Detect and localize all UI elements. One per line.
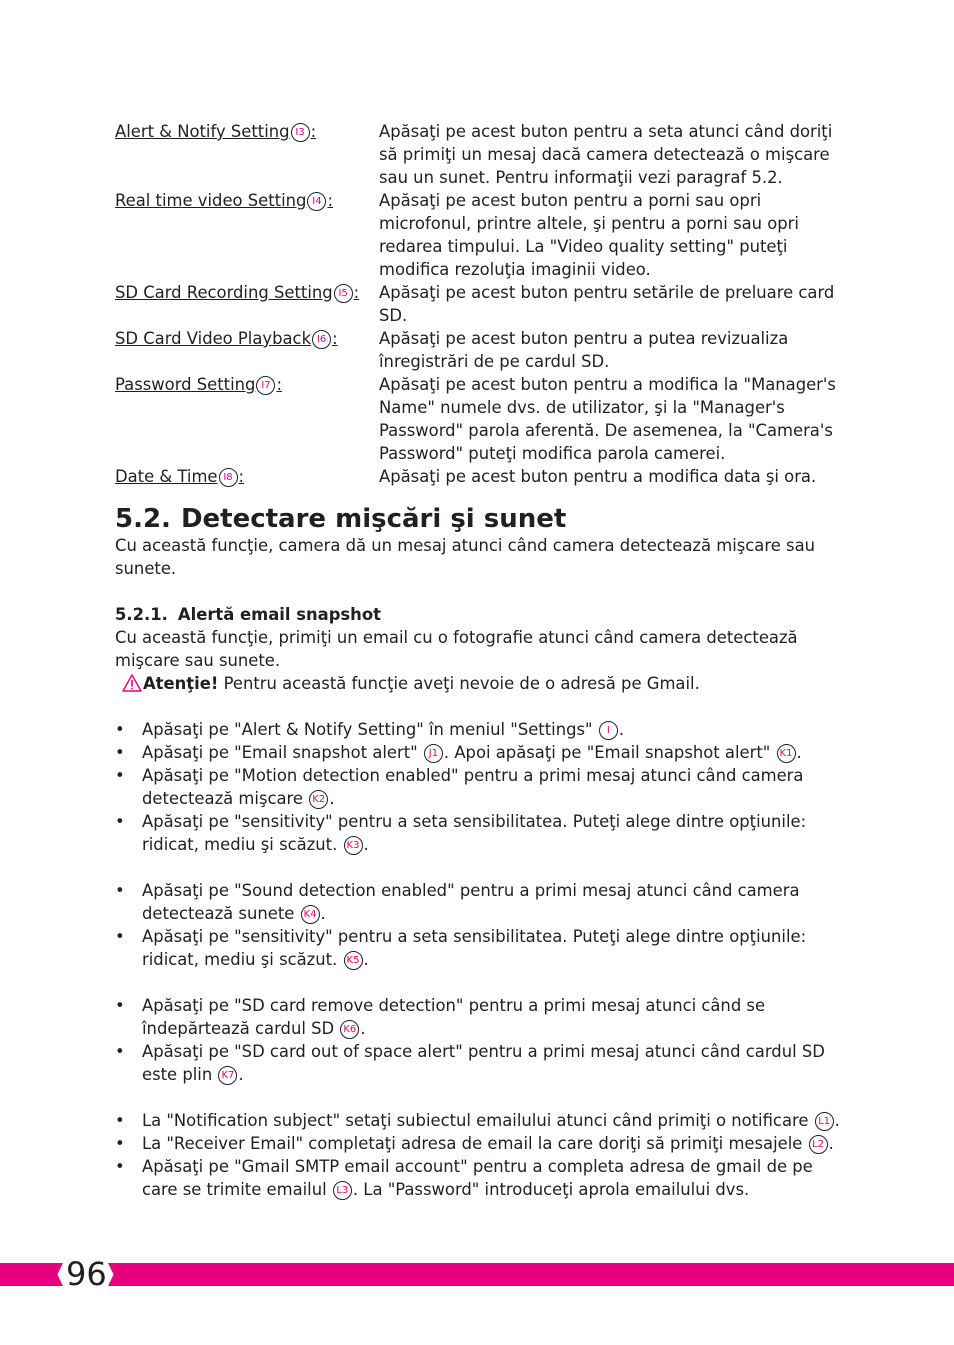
callout-badge: K2 bbox=[309, 790, 328, 809]
definition-row bbox=[115, 465, 840, 488]
list-item bbox=[115, 741, 840, 764]
list-item bbox=[115, 879, 840, 925]
section-intro: Cu această funcţie, camera dă un mesaj atunci când camera detectează mişcare sau sunete. bbox=[115, 536, 815, 578]
callout-badge: L2 bbox=[809, 1135, 828, 1154]
separator: : bbox=[332, 329, 338, 348]
page-content bbox=[115, 120, 840, 1201]
item-text: Apăsaţi pe "Alert & Notify Setting" în meniul "Settings" bbox=[142, 720, 598, 739]
definition-term bbox=[115, 189, 379, 281]
setting-label: Alert & Notify Setting bbox=[115, 122, 290, 141]
item-text: Apăsaţi pe "sensitivity" pentru a seta sensibilitatea. Puteţi alege dintre opţiunile: ridicat, mediu şi scăzut. bbox=[142, 812, 807, 854]
list-item bbox=[115, 1132, 840, 1155]
callout-badge: K3 bbox=[344, 836, 363, 855]
definition-row bbox=[115, 189, 840, 281]
callout-badge: I6 bbox=[312, 330, 331, 349]
callout-badge: J1 bbox=[424, 744, 443, 763]
list-item bbox=[115, 764, 840, 810]
section-title: Detectare mişcări şi sunet bbox=[180, 504, 567, 534]
item-text: . bbox=[618, 720, 625, 739]
definition-description: Apăsaţi pe acest buton pentru a porni sau opri microfonul, printre altele, şi pentru a porni sau opri redarea timpului. La "Video quality setting" puteţi modifica rezoluţia imaginii video. bbox=[379, 191, 799, 279]
separator: : bbox=[327, 191, 333, 210]
list-item bbox=[115, 994, 840, 1040]
setting-label: Real time video Setting bbox=[115, 191, 307, 210]
instruction-list bbox=[115, 718, 840, 856]
callout-badge: K6 bbox=[340, 1020, 359, 1039]
item-text: . bbox=[363, 950, 369, 969]
item-text: Apăsaţi pe "Sound detection enabled" pentru a primi mesaj atunci când camera detectează sunete bbox=[142, 881, 800, 923]
callout-badge: I bbox=[599, 721, 618, 740]
setting-label: Password Setting bbox=[115, 375, 256, 394]
footer-bracket-right bbox=[108, 1263, 116, 1286]
definition-description: Apăsaţi pe acest buton pentru a seta atunci când doriţi să primiţi un mesaj dacă camera detectează o mişcare sau un sunet. Pentru informaţii vezi paragraf 5.2. bbox=[379, 122, 833, 187]
callout-badge: K4 bbox=[301, 905, 320, 924]
callout-badge: L1 bbox=[815, 1112, 834, 1131]
callout-badge: I7 bbox=[256, 376, 275, 395]
separator: : bbox=[310, 122, 317, 141]
item-text: La "Notification subject" setaţi subiectul emailului atunci când primiţi o notificare bbox=[142, 1111, 814, 1130]
definition-description: Apăsaţi pe acest buton pentru a modifica data şi ora. bbox=[379, 467, 817, 486]
callout-badge: I8 bbox=[219, 468, 238, 487]
page-number: 96 bbox=[66, 1255, 107, 1293]
item-text: . La "Password" introduceţi aprola emailului dvs. bbox=[352, 1180, 750, 1199]
item-text: . bbox=[329, 789, 335, 808]
definition-row bbox=[115, 373, 840, 465]
callout-badge: I3 bbox=[291, 123, 310, 142]
footer-bar-left bbox=[0, 1263, 55, 1286]
footer-bar-right bbox=[116, 1263, 954, 1286]
item-text: Apăsaţi pe "Motion detection enabled" pentru a primi mesaj atunci când camera detectează mişcare bbox=[142, 766, 804, 808]
definition-term bbox=[115, 120, 379, 189]
item-text: . bbox=[320, 904, 326, 923]
item-text: La "Receiver Email" completaţi adresa de email la care doriţi să primiţi mesajele bbox=[142, 1134, 808, 1153]
warning-text: Pentru această funcţie aveţi nevoie de o adresă pe Gmail. bbox=[218, 674, 700, 693]
definition-row bbox=[115, 120, 840, 189]
item-text: Apăsaţi pe "SD card out of space alert" pentru a primi mesaj atunci când cardul SD este plin bbox=[142, 1042, 825, 1084]
item-text: Apăsaţi pe "SD card remove detection" pentru a primi mesaj atunci când se îndepărtează cardul SD bbox=[142, 996, 766, 1038]
item-text: . bbox=[834, 1111, 840, 1130]
warning-note bbox=[117, 672, 840, 695]
separator: : bbox=[238, 467, 245, 486]
callout-badge: K5 bbox=[344, 951, 363, 970]
definition-term bbox=[115, 327, 379, 373]
item-text: Apăsaţi pe "Email snapshot alert" bbox=[142, 743, 423, 762]
item-text: . bbox=[828, 1134, 834, 1153]
item-text: Apăsaţi pe "Gmail SMTP email account" pentru a completa adresa de gmail de pe care se trimite emailul bbox=[142, 1157, 813, 1199]
item-text: Apăsaţi pe "sensitivity" pentru a seta sensibilitatea. Puteţi alege dintre opţiunile: ridicat, mediu şi scăzut. bbox=[142, 927, 807, 969]
setting-label: SD Card Video Playback bbox=[115, 329, 312, 348]
subsection-title: Alertă email snapshot bbox=[177, 605, 381, 624]
item-text: . bbox=[363, 835, 369, 854]
list-item bbox=[115, 718, 840, 741]
warning-icon bbox=[122, 674, 142, 692]
instruction-list bbox=[115, 994, 840, 1086]
subsection-number: 5.2.1. bbox=[115, 605, 168, 624]
setting-label: SD Card Recording Setting bbox=[115, 283, 333, 302]
definition-term bbox=[115, 373, 379, 465]
definition-term bbox=[115, 281, 379, 327]
item-text: . bbox=[796, 743, 802, 762]
definition-description: Apăsaţi pe acest buton pentru a putea revizualiza înregistrări de pe cardul SD. bbox=[379, 329, 789, 371]
subsection-intro: Cu această funcţie, primiţi un email cu o fotografie atunci când camera detectează mişcare sau sunete. bbox=[115, 628, 798, 670]
section-number: 5.2. bbox=[115, 504, 171, 534]
list-item bbox=[115, 1040, 840, 1086]
definition-description: Apăsaţi pe acest buton pentru a modifica la "Manager's Name" numele dvs. de utilizator, şi la "Manager's Password" parola aferentă. De asemenea, la "Camera's Password" puteţi modifica parola camerei. bbox=[379, 375, 836, 463]
callout-badge: K1 bbox=[777, 744, 796, 763]
list-item bbox=[115, 925, 840, 971]
setting-label: Date & Time bbox=[115, 467, 218, 486]
list-item bbox=[115, 1155, 840, 1201]
page-footer bbox=[0, 1255, 954, 1293]
callout-badge: K7 bbox=[218, 1066, 237, 1085]
settings-definitions bbox=[115, 120, 840, 488]
item-text: . Apoi apăsaţi pe "Email snapshot alert" bbox=[443, 743, 776, 762]
separator: : bbox=[353, 283, 360, 302]
subsection-heading bbox=[115, 603, 840, 626]
separator: : bbox=[276, 375, 282, 394]
definition-term bbox=[115, 465, 379, 488]
item-text: . bbox=[360, 1019, 366, 1038]
section-heading bbox=[115, 504, 840, 534]
item-text: . bbox=[238, 1065, 244, 1084]
definition-row bbox=[115, 327, 840, 373]
callout-badge: L3 bbox=[333, 1181, 352, 1200]
warning-label: Atenţie! bbox=[143, 674, 219, 693]
definition-description: Apăsaţi pe acest buton pentru setările de preluare card SD. bbox=[379, 283, 835, 325]
list-item bbox=[115, 810, 840, 856]
list-item bbox=[115, 1109, 840, 1132]
callout-badge: I4 bbox=[307, 192, 326, 211]
callout-badge: I5 bbox=[334, 284, 353, 303]
definition-row bbox=[115, 281, 840, 327]
footer-bracket-left bbox=[55, 1263, 63, 1286]
instruction-list bbox=[115, 1109, 840, 1201]
instruction-list bbox=[115, 879, 840, 971]
